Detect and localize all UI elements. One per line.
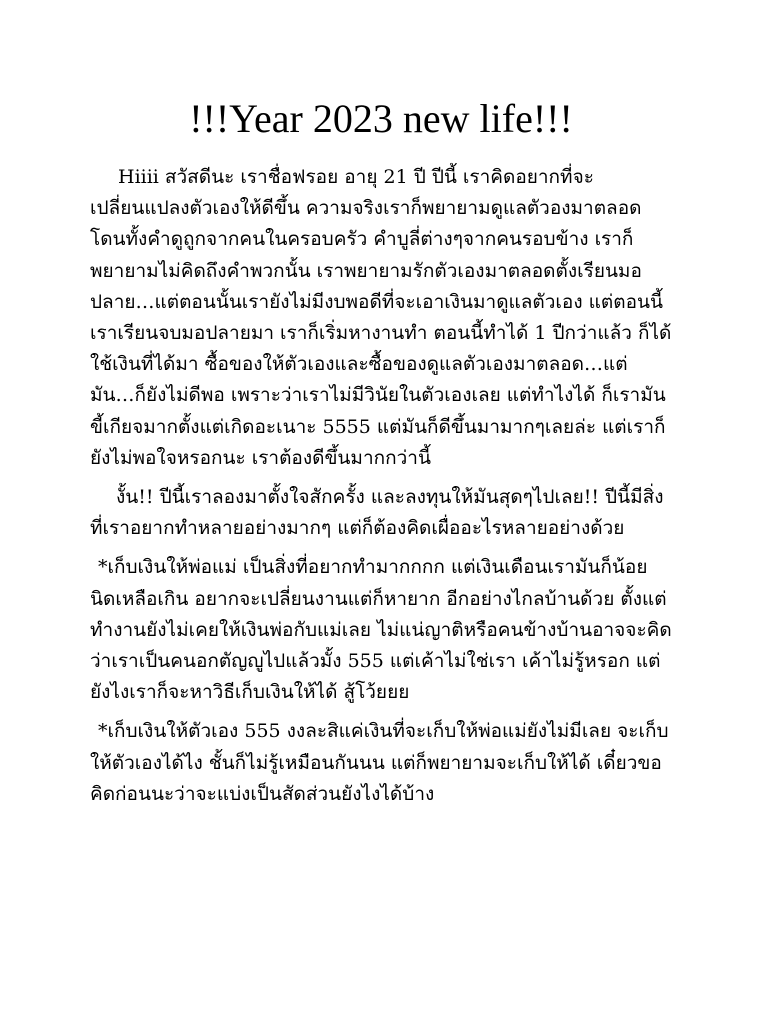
paragraph-save-money-for-parents: *เก็บเงินให้พ่อแม่ เป็นสิ่งที่อยากทำมากกกก แต่เงินเดือนเรามันก็น้อยนิดเหลือเกิน อยากจะเปลี่ยนงานแต่ก็หายาก อีกอย่างไกลบ้านด้วย ตั้งแต่ทำงานยังไม่เคยให้เงินพ่อกับแม่เลย ไม่แน่ญาติหรือคนข้างบ้านอาจจะคิดว่าเราเป็นคนอกตัญญูไปแล้วมั้ง 555 แต่เค้าไม่ใช่เรา เค้าไม่รู้หรอก แต่ยังไงเราก็จะหาวิธีเก็บเงินให้ได้ สู้โว้ยยย xyxy=(90,556,672,704)
document-title: !!!Year 2023 new life!!! xyxy=(189,96,573,141)
paragraph-introduction: Hiiii สวัสดีนะ เราชื่อฟรอย อายุ 21 ปี ปีนี้ เราคิดอยากที่จะเปลี่ยนแปลงตัวเองให้ดีขึ้น ความจริงเราก็พยายามดูแลตัวองมาตลอด โดนทั้งคำดูถูกจากคนในครอบครัว คำบูลี่ต่างๆจากคนรอบข้าง เราก็พยายามไม่คิดถึงคำพวกนั้น เราพยายามรักตัวเองมาตลอดตั้งเรียนมอปลาย…แต่ตอนนั้นเรายังไม่มีงบพอดีที่จะเอาเงินมาดูแลตัวเอง แต่ตอนนี้ เราเรียนจบมอปลายมา เราก็เริ่มหางานทำ ตอนนี้ทำได้ 1 ปีกว่าแล้ว ก็ได้ใช้เงินที่ได้มา ซื้อของให้ตัวเองและซื้อของดูแลตัวเองมาตลอด…แต่มัน…ก็ยังไม่ดีพอ เพราะว่าเราไม่มีวินัยในตัวเองเลย แต่ทำไงได้ ก็เรามันขี้เกียจมากตั้งแต่เกิดอะเนาะ 5555 แต่มันก็ดีขึ้นมามากๆเลยล่ะ แต่เราก็ยังไม่พอใจหรอกนะ เราต้องดีขึ้นมากกว่านี้ xyxy=(90,166,672,469)
paragraph-new-year-plan: งั้น!! ปีนี้เราลองมาตั้งใจสักครั้ง และลงทุนให้มันสุดๆไปเลย!! ปีนี้มีสิ่งที่เราอยากทำหลายอย่างมากๆ แต่ก็ต้องคิดเผื่ออะไรหลายอย่างด้วย xyxy=(90,486,664,540)
paragraph-save-money-for-self: *เก็บเงินให้ตัวเอง 555 งงละสิแค่เงินที่จะเก็บให้พ่อแม่ยังไม่มีเลย จะเก็บให้ตัวเองได้ไง ชั้นก็ไม่รู้เหมือนกันนน แต่ก็พยายามจะเก็บให้ได้ เดี๋ยวขอคิดก่อนนะว่าจะแบ่งเป็นสัดส่วนยังไงได้บ้าง xyxy=(90,720,669,805)
